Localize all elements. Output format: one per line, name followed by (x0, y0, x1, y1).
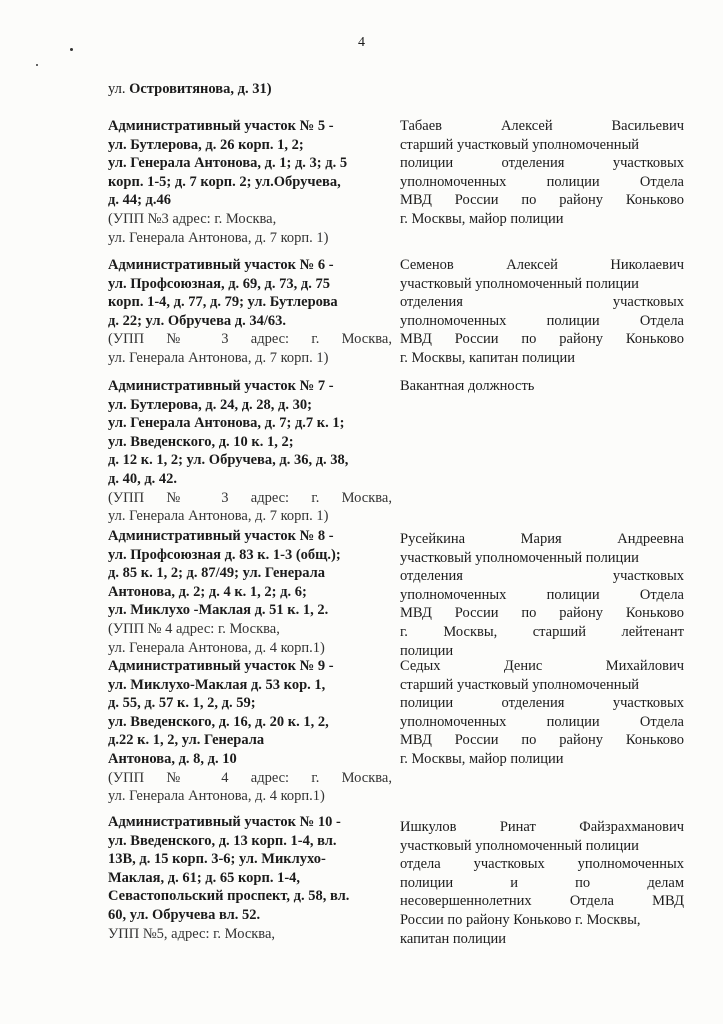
officer-line: участковый уполномоченный полиции (400, 275, 639, 292)
officer-line: Семенов Алексей Николаевич (400, 257, 684, 273)
officer-line: полиции и по делам (400, 874, 684, 891)
officer-line: участковый уполномоченный полиции (400, 549, 639, 566)
upp-address-line: УПП №5, адрес: г. Москва, (108, 925, 276, 942)
precinct-6-officer (400, 256, 684, 368)
precinct-7-address (108, 377, 392, 526)
precinct-address-line: Антонова, д. 8, д. 10 (108, 750, 237, 767)
precinct-8-address (108, 527, 392, 657)
officer-line: уполномоченных полиции Отдела (400, 586, 684, 603)
precinct-address-line: Административный участок № 6 - (108, 257, 334, 273)
upp-address-line: (УПП № 3 адрес: г. Москва, (108, 489, 392, 506)
precinct-address-line: д. 55, д. 57 к. 1, 2, д. 59; (108, 695, 256, 712)
page-number: 4 (358, 35, 365, 50)
precinct-10-officer (400, 818, 684, 948)
precinct-address-line: Административный участок № 8 - (108, 528, 334, 544)
precinct-10-address (108, 813, 392, 943)
officer-line: уполномоченных полиции Отдела (400, 713, 684, 730)
precinct-address-line: ул. Профсоюзная, д. 69, д. 73, д. 75 (108, 275, 330, 292)
officer-line: Вакантная должность (400, 378, 535, 394)
officer-line: МВД России по району Коньково (400, 192, 684, 209)
officer-line: Седых Денис Михайлович (400, 658, 684, 674)
upp-address-line: (УПП № 4 адрес: г. Москва, (108, 620, 280, 637)
precinct-address-line: д. 40, д. 42. (108, 470, 178, 487)
intro-street: Островитянова, д. 31) (129, 81, 272, 97)
officer-line: старший участковый уполномоченный (400, 676, 640, 693)
precinct-address-line: д. 12 к. 1, 2; ул. Обручева, д. 36, д. 38, (108, 452, 349, 469)
officer-line: старший участковый уполномоченный (400, 136, 640, 153)
precinct-address-line: корп. 1-5; д. 7 корп. 2; ул.Обручева, (108, 173, 341, 190)
officer-line: г. Москвы, капитан полиции (400, 349, 576, 366)
upp-address-line: ул. Генерала Антонова, д. 7 корп. 1) (108, 508, 329, 525)
precinct-address-line: Маклая, д. 61; д. 65 корп. 1-4, (108, 869, 301, 886)
upp-address-line: (УПП № 3 адрес: г. Москва, (108, 331, 392, 348)
precinct-address-line: Антонова, д. 2; д. 4 к. 1, 2; д. 6; (108, 583, 307, 600)
precinct-address-line: ул. Введенского, д. 13 корп. 1-4, вл. (108, 832, 337, 849)
precinct-address-line: корп. 1-4, д. 77, д. 79; ул. Бутлерова (108, 294, 338, 311)
precinct-address-line: ул. Введенского, д. 10 к. 1, 2; (108, 433, 294, 450)
officer-line: Ишкулов Ринат Файзрахманович (400, 819, 684, 835)
officer-line: России по району Коньково г. Москвы, (400, 911, 641, 928)
precinct-address-line: ул. Миклухо -Маклая д. 51 к. 1, 2. (108, 602, 329, 619)
upp-address-line: ул. Генерала Антонова, д. 7 корп. 1) (108, 229, 329, 246)
upp-address-line: ул. Генерала Антонова, д. 4 корп.1) (108, 788, 325, 805)
precinct-address-line: ул. Профсоюзная д. 83 к. 1-3 (общ.); (108, 546, 341, 563)
precinct-address-line: ул. Введенского, д. 16, д. 20 к. 1, 2, (108, 713, 329, 730)
precinct-address-line: 60, ул. Обручева вл. 52. (108, 906, 261, 923)
precinct-7-officer (400, 377, 684, 396)
precinct-9-officer (400, 657, 684, 769)
officer-line: МВД России по району Коньково (400, 605, 684, 622)
officer-line: отделения участковых (400, 568, 684, 585)
officer-line: МВД России по району Коньково (400, 331, 684, 348)
officer-line: Русейкина Мария Андреевна (400, 531, 684, 547)
precinct-address-line: д. 44; д.46 (108, 192, 171, 209)
precinct-9-address (108, 657, 392, 806)
precinct-address-line: 13В, д. 15 корп. 3-6; ул. Миклухо- (108, 851, 326, 868)
officer-line: уполномоченных полиции Отдела (400, 312, 684, 329)
precinct-address-line: ул. Генерала Антонова, д. 7; д.7 к. 1; (108, 415, 345, 432)
precinct-address-line: Административный участок № 10 - (108, 814, 341, 830)
precinct-address-line: Административный участок № 5 - (108, 118, 334, 134)
upp-address-line: (УПП №3 адрес: г. Москва, (108, 210, 277, 227)
precinct-address-line: д. 22; ул. Обручева д. 34/63. (108, 312, 287, 329)
scan-speck (36, 64, 38, 66)
upp-address-line: (УПП № 4 адрес: г. Москва, (108, 769, 392, 786)
officer-line: отделения участковых (400, 294, 684, 311)
precinct-address-line: ул. Бутлерова, д. 24, д. 28, д. 30; (108, 396, 312, 413)
officer-line: полиции (400, 642, 454, 659)
officer-line: Табаев Алексей Васильевич (400, 118, 684, 134)
officer-line: капитан полиции (400, 930, 507, 947)
officer-line: МВД России по району Коньково (400, 732, 684, 749)
officer-line: г. Москвы, майор полиции (400, 210, 564, 227)
officer-line: полиции отделения участковых (400, 695, 684, 712)
officer-line: полиции отделения участковых (400, 155, 684, 172)
precinct-address-line: ул. Генерала Антонова, д. 1; д. 3; д. 5 (108, 155, 348, 172)
officer-line: г. Москвы, старший лейтенант (400, 623, 684, 640)
precinct-address-line: ул. Миклухо-Маклая д. 53 кор. 1, (108, 676, 326, 693)
officer-line: участковый уполномоченный полиции (400, 837, 639, 854)
precinct-address-line: Севастопольский проспект, д. 58, вл. (108, 888, 350, 905)
upp-address-line: ул. Генерала Антонова, д. 7 корп. 1) (108, 349, 329, 366)
intro-line (108, 80, 272, 98)
precinct-6-address (108, 256, 392, 368)
officer-line: отдела участковых уполномоченных (400, 856, 684, 873)
officer-line: г. Москвы, майор полиции (400, 750, 564, 767)
precinct-address-line: д.22 к. 1, 2, ул. Генерала (108, 732, 265, 749)
upp-address-line: ул. Генерала Антонова, д. 4 корп.1) (108, 639, 325, 656)
precinct-5-officer (400, 117, 684, 229)
precinct-8-officer (400, 530, 684, 660)
precinct-address-line: Административный участок № 9 - (108, 658, 334, 674)
intro-prefix: ул. (108, 81, 126, 97)
officer-line: несовершеннолетних Отдела МВД (400, 893, 684, 910)
officer-line: уполномоченных полиции Отдела (400, 173, 684, 190)
precinct-5-address (108, 117, 392, 247)
precinct-address-line: ул. Бутлерова, д. 26 корп. 1, 2; (108, 136, 304, 153)
precinct-address-line: д. 85 к. 1, 2; д. 87/49; ул. Генерала (108, 565, 326, 582)
precinct-address-line: Административный участок № 7 - (108, 378, 334, 394)
